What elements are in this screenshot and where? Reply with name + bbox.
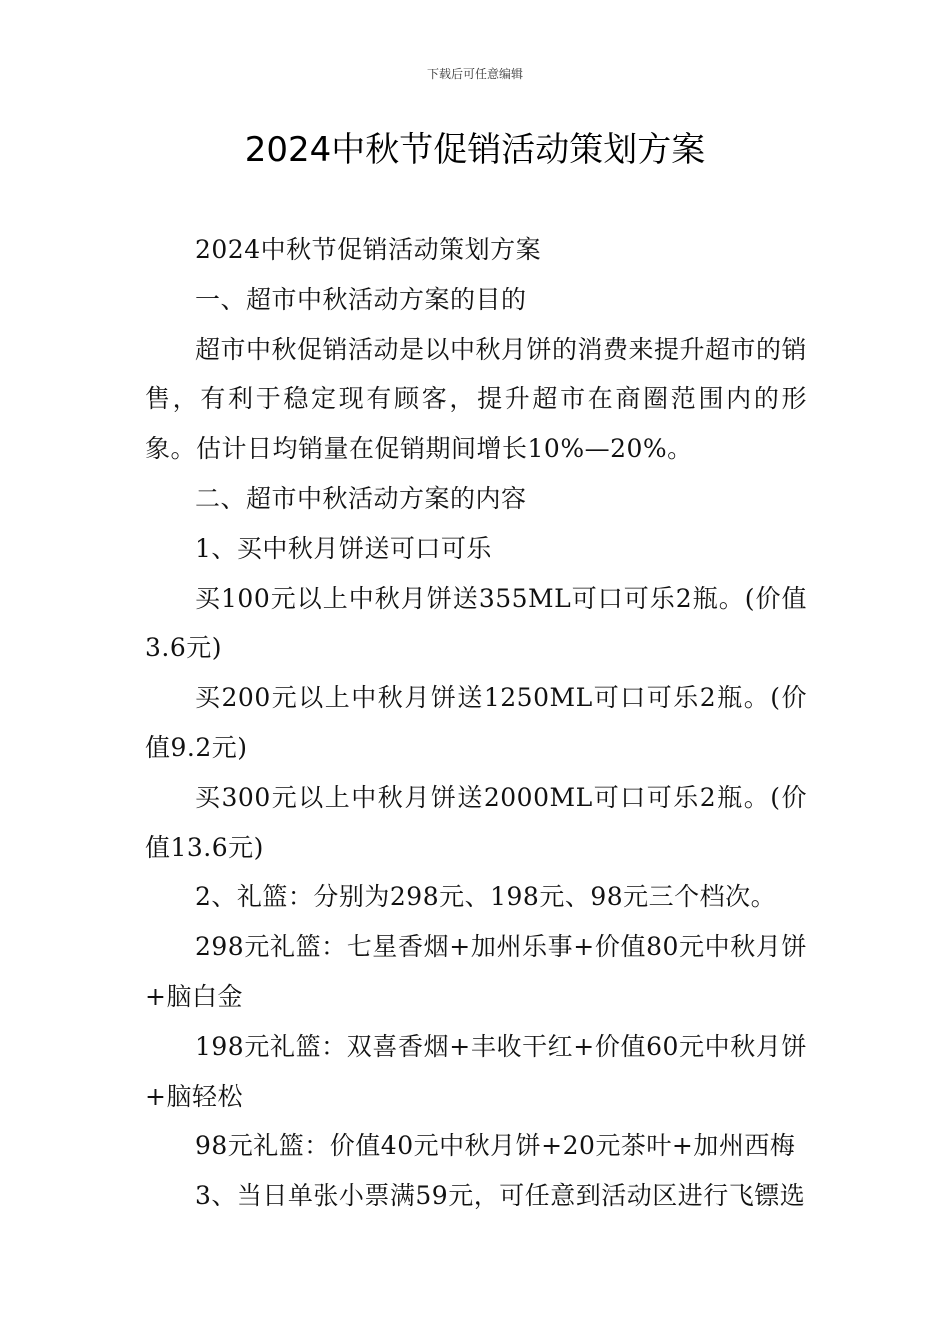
download-note: 下载后可任意编辑	[426, 67, 523, 81]
paragraph-basket-198: 198元礼篮：双喜香烟+丰收干红+价值60元中秋月饼+脑轻松	[145, 1031, 807, 1111]
item-heading-cola: 1、买中秋月饼送可口可乐	[195, 533, 492, 563]
section-heading-content: 二、超市中秋活动方案的内容	[195, 483, 527, 513]
paragraph-cola-100: 买100元以上中秋月饼送355ML可口可乐2瓶。(价值3.6元)	[145, 583, 807, 663]
paragraph-basket-98: 98元礼篮：价值40元中秋月饼+20元茶叶+加州西梅	[195, 1131, 796, 1161]
section-heading-purpose: 一、超市中秋活动方案的目的	[195, 284, 527, 314]
paragraph-basket-298: 298元礼篮：七星香烟+加州乐事+价值80元中秋月饼+脑白金	[145, 932, 807, 1011]
document-title: 2024中秋节促销活动策划方案	[244, 130, 706, 170]
paragraph-repeat-title: 2024中秋节促销活动策划方案	[195, 235, 542, 264]
paragraph-cola-300: 买300元以上中秋月饼送2000ML可口可乐2瓶。(价值13.6元)	[145, 782, 807, 862]
item-heading-gift-basket: 2、礼篮：分别为298元、198元、98元三个档次。	[195, 882, 777, 912]
paragraph-purpose: 超市中秋促销活动是以中秋月饼的消费来提升超市的销售，有利于稳定现有顾客，提升超市在商圈范围内的形象。估计日均销量在促销期间增长10%—20%。	[145, 334, 808, 464]
document-body	[145, 225, 807, 1221]
paragraph-cola-200: 买200元以上中秋月饼送1250ML可口可乐2瓶。(价值9.2元)	[145, 683, 807, 762]
item-heading-darts: 3、当日单张小票满59元，可任意到活动区进行飞镖选	[195, 1181, 806, 1211]
